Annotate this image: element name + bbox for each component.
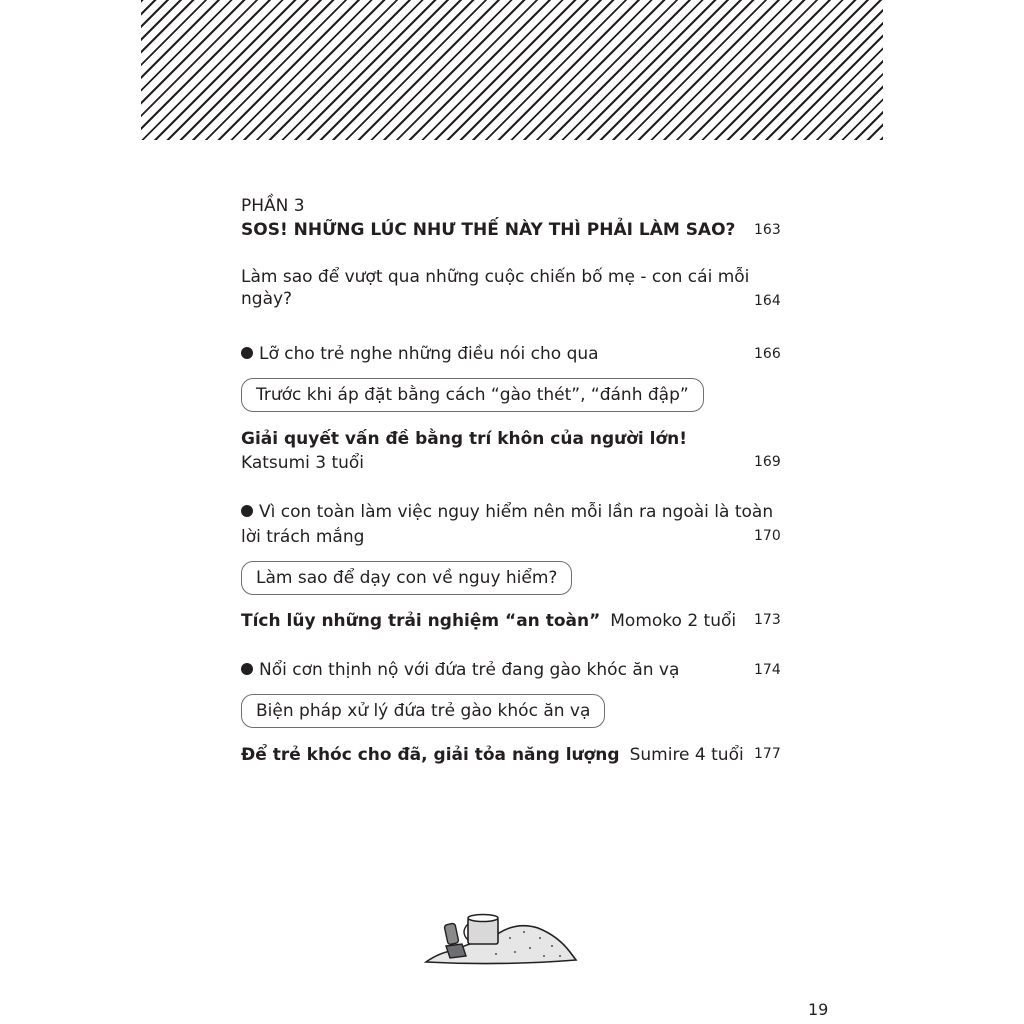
topic-child: Katsumi 3 tuổi bbox=[241, 453, 365, 473]
topic-bullet bbox=[241, 500, 773, 524]
section-title: SOS! NHỮNG LÚC NHƯ THẾ NÀY THÌ PHẢI LÀM SAO? bbox=[241, 220, 736, 240]
topic-bullet-text: Lỡ cho trẻ nghe những điều nói cho qua bbox=[259, 344, 599, 364]
hatched-header-band bbox=[141, 0, 883, 140]
topic-bullet bbox=[241, 342, 599, 366]
topic-solution bbox=[241, 609, 736, 633]
topic-solution: Giải quyết vấn đề bằng trí khôn của người lớn! bbox=[241, 429, 688, 449]
intro-page: 164 bbox=[754, 293, 781, 309]
section-label: PHẦN 3 bbox=[241, 196, 305, 216]
topic-solution-page: 177 bbox=[754, 746, 781, 762]
topic-bullet-page: 166 bbox=[754, 346, 781, 362]
topic-question-box: Biện pháp xử lý đứa trẻ gào khóc ăn vạ bbox=[241, 694, 605, 728]
section-title-page: 163 bbox=[754, 222, 781, 238]
page-number: 19 bbox=[808, 1000, 829, 1019]
intro-line-2: ngày? bbox=[241, 289, 293, 309]
topic-bullet bbox=[241, 658, 679, 682]
intro-line-1: Làm sao để vượt qua những cuộc chiến bố mẹ - con cái mỗi bbox=[241, 267, 750, 287]
bullet-icon bbox=[241, 663, 253, 675]
topic-child: Sumire 4 tuổi bbox=[629, 745, 744, 765]
topic-bullet-page: 174 bbox=[754, 662, 781, 678]
topic-solution-page: 173 bbox=[754, 612, 781, 628]
bullet-icon bbox=[241, 347, 253, 359]
topic-solution-text: Để trẻ khóc cho đã, giải tỏa năng lượng bbox=[241, 745, 620, 765]
topic-bullet-text: Vì con toàn làm việc nguy hiểm nên mỗi lần ra ngoài là toàn bbox=[259, 502, 774, 522]
topic-solution-page: 169 bbox=[754, 454, 781, 470]
topic-child: Momoko 2 tuổi bbox=[610, 611, 737, 631]
topic-bullet-text: Nổi cơn thịnh nộ với đứa trẻ đang gào khóc ăn vạ bbox=[259, 660, 680, 680]
bullet-icon bbox=[241, 505, 253, 517]
topic-solution-text: Tích lũy những trải nghiệm “an toàn” bbox=[241, 611, 601, 631]
topic-bullet-page: 170 bbox=[754, 528, 781, 544]
topic-solution bbox=[241, 743, 744, 767]
topic-bullet-line-2: lời trách mắng bbox=[241, 527, 365, 547]
sand-pile-illustration bbox=[420, 908, 580, 968]
topic-question-box: Trước khi áp đặt bằng cách “gào thét”, “đánh đập” bbox=[241, 378, 704, 412]
topic-question-box: Làm sao để dạy con về nguy hiểm? bbox=[241, 561, 572, 595]
